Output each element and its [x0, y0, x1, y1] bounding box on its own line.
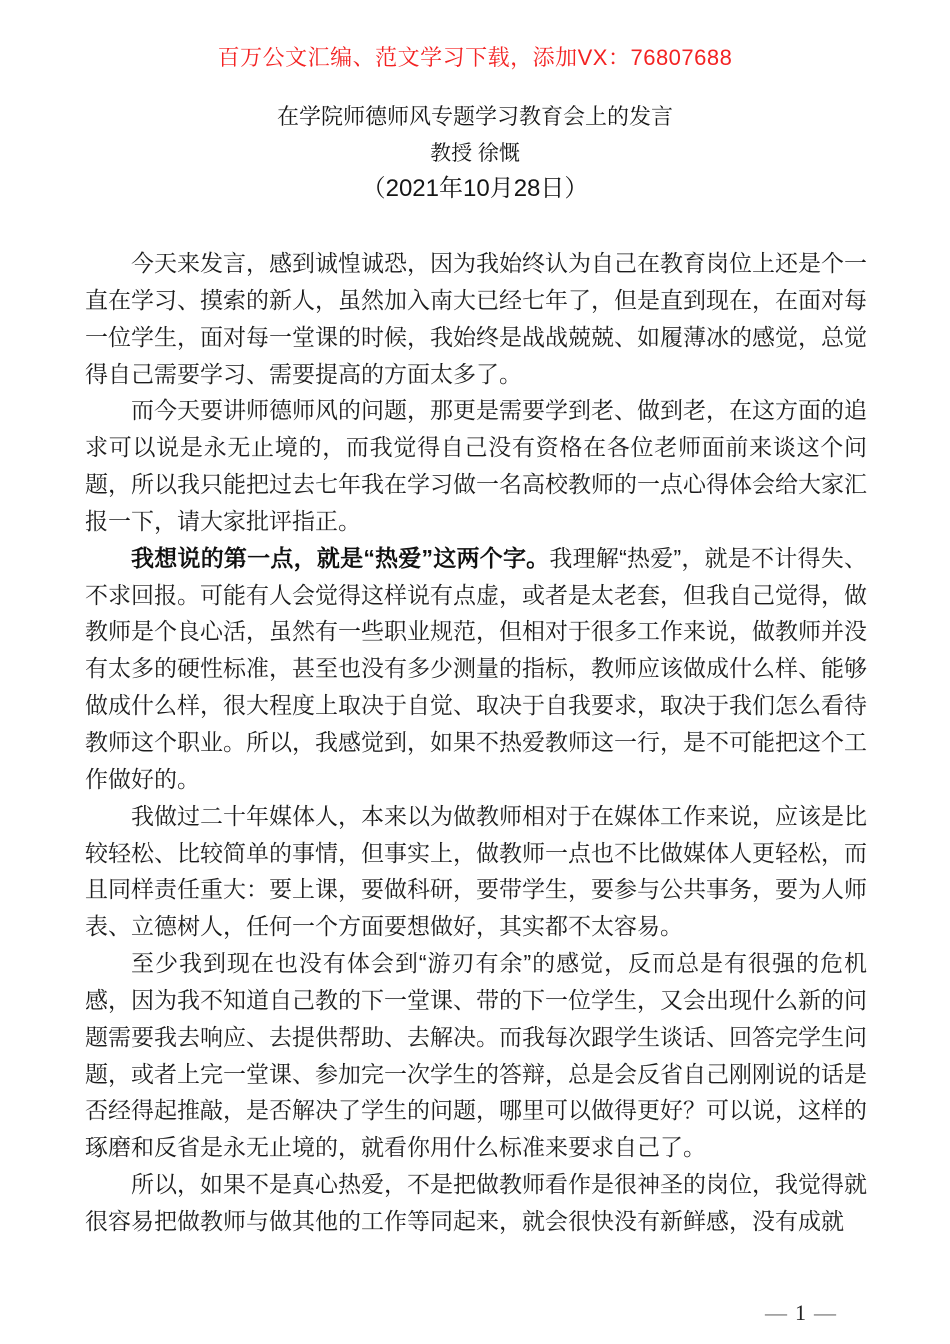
- body-paragraph: 所以，如果不是真心热爱，不是把做教师看作是很神圣的岗位，我觉得就很容易把做教师与做其他的工作等同起来，就会很快没有新鲜感，没有成就: [85, 1171, 867, 1234]
- date-line: （2021年10月28日）: [361, 175, 589, 202]
- page-number: [758, 1300, 844, 1326]
- page-number-dash-right: —: [814, 1300, 837, 1325]
- watermark-ad-text: 百万公文汇编、范文学习下载，添加VX：76807688: [217, 45, 733, 70]
- body-paragraph: 至少我到现在也没有体会到“游刃有余”的感觉，反而总是有很强的危机感，因为我不知道自己教的下一堂课、带的下一位学生，又会出现什么新的问题需要我去响应、去提供帮助、去解决。而我每次跟学生谈话、回答完学生问题，或者上完一堂课、参加完一次学生的答辩，总是会反省自己刚刚说的话是否经得起推敲，是否解决了学生的问题，哪里可以做得更好？可以说，这样的琢磨和反省是永无止境的，就看你用什么标准来要求自己了。: [85, 950, 867, 1161]
- document-body: [85, 245, 867, 1240]
- page-number-dash-left: —: [765, 1300, 788, 1325]
- body-paragraph: 我想说的第一点，就是“热爱”这两个字。我理解“热爱”，就是不计得失、不求回报。可能有人会觉得这样说有点虚，或者是太老套，但我自己觉得，做教师是个良心活，虽然有一些职业规范，但相对于很多工作来说，做教师并没有太多的硬性标准，甚至也没有多少测量的指标，教师应该做成什么样、能够做成什么样，很大程度上取决于自觉、取决于自我要求，取决于我们怎么看待教师这个职业。所以，我感觉到，如果不热爱教师这一行，是不可能把这个工作做好的。: [85, 544, 867, 792]
- body-paragraph: 今天来发言，感到诚惶诚恐，因为我始终认为自己在教育岗位上还是个一直在学习、摸索的新人，虽然加入南大已经七年了，但是直到现在，在面对每一位学生，面对每一堂课的时候，我始终是战战兢兢、如履薄冰的感觉，总觉得自己需要学习、需要提高的方面太多了。: [85, 250, 867, 387]
- author-line: 教授 徐慨: [430, 142, 520, 165]
- page-number-value: 1: [795, 1300, 807, 1325]
- body-paragraph: 而今天要讲师德师风的问题，那更是需要学到老、做到老，在这方面的追求可以说是永无止境的，而我觉得自己没有资格在各位老师面前来谈这个问题，所以我只能把过去七年我在学习做一名高校教师的一点心得体会给大家汇报一下，请大家批评指正。: [85, 397, 867, 534]
- document-title: 在学院师德师风专题学习教育会上的发言: [276, 104, 673, 129]
- body-paragraph: 我做过二十年媒体人，本来以为做教师相对于在媒体工作来说，应该是比较轻松、比较简单的事情，但事实上，做教师一点也不比做媒体人更轻松，而且同样责任重大：要上课，要做科研，要带学生，要参与公共事务，要为人师表、立德树人，任何一个方面要想做好，其实都不太容易。: [85, 802, 867, 940]
- bold-lead-sentence: 我想说的第一点，就是“热爱”这两个字。: [131, 544, 550, 571]
